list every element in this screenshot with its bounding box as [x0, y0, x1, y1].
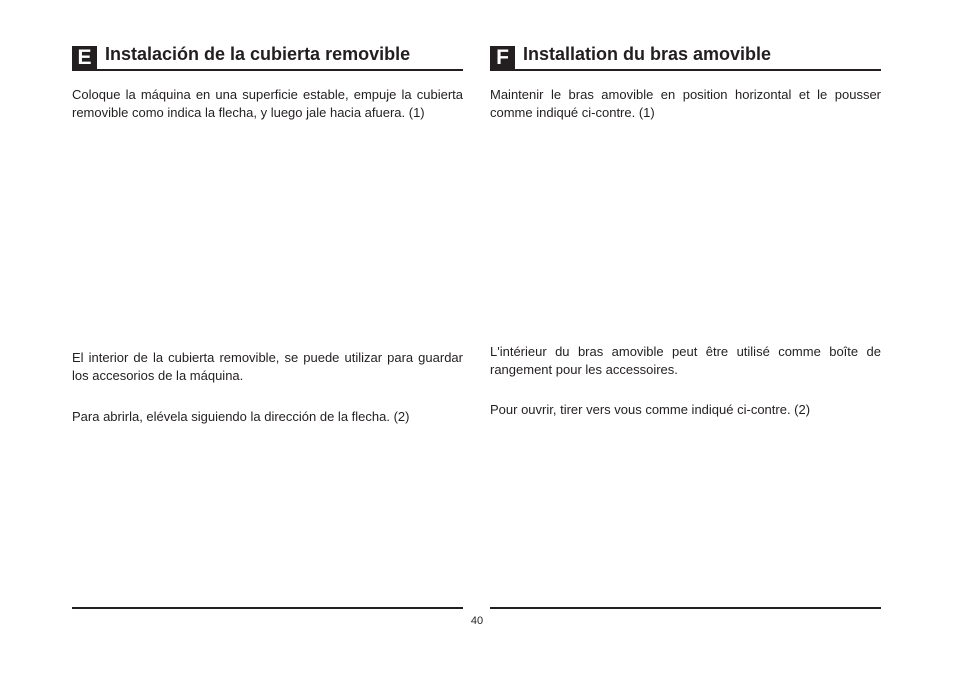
spanish-paragraph-2: El interior de la cubierta removible, se puede utilizar para guardar los accesorios de la máquina. — [72, 350, 463, 383]
french-section-title: Installation du bras amovible — [523, 44, 772, 64]
spanish-paragraph-1: Coloque la máquina en una superficie estable, empuje la cubierta removible como indica la flecha, y luego jale hacia afuera. (1) — [72, 87, 463, 120]
language-badge-f: F — [490, 46, 515, 69]
french-paragraph-3: Pour ouvrir, tirer vers vous comme indiqué ci-contre. (2) — [490, 402, 811, 417]
french-paragraph-2: L'intérieur du bras amovible peut être utilisé comme boîte de rangement pour les accessoires. — [490, 344, 881, 377]
page-number: 40 — [470, 615, 484, 627]
french-section-header — [490, 44, 881, 71]
spanish-column — [72, 0, 464, 673]
french-paragraph-1: Maintenir le bras amovible en position horizontal et le pousser comme indiqué ci-contre. (1) — [490, 87, 881, 120]
language-badge-e: E — [72, 46, 97, 69]
spanish-section-title: Instalación de la cubierta removible — [105, 44, 411, 64]
footer-rule-left — [72, 607, 463, 609]
spanish-paragraph-3: Para abrirla, elévela siguiendo la dirección de la flecha. (2) — [72, 409, 410, 424]
spanish-section-header — [72, 44, 463, 71]
footer-rule-right — [490, 607, 881, 609]
french-column — [490, 0, 882, 673]
